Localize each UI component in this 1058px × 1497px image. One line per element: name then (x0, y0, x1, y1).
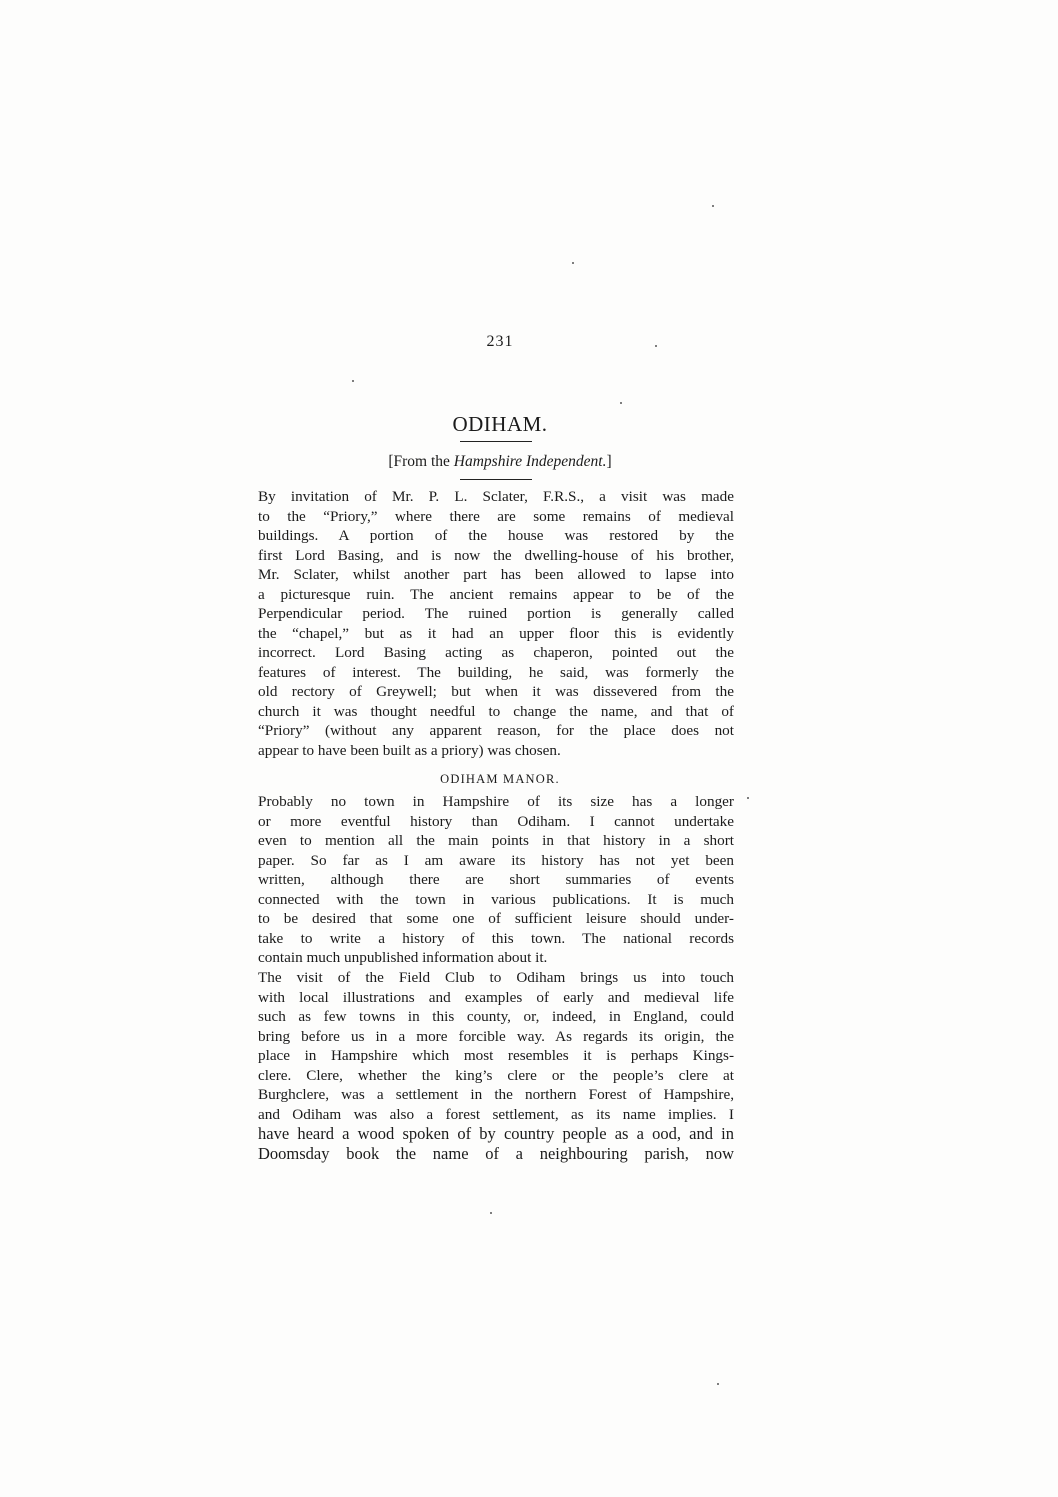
paragraph-history (258, 792, 734, 968)
title-rule-top (460, 441, 532, 442)
scan-speck (655, 345, 657, 347)
source-prefix: [From the (388, 453, 454, 470)
text-line: the “chapel,” but as it had an upper floor this is evidently (258, 624, 734, 642)
paragraph-field-club (258, 968, 734, 1163)
text-line: or more eventful history than Odiham. I cannot undertake (258, 812, 734, 830)
scan-speck (712, 205, 714, 207)
text-line: place in Hampshire which most resembles it is perhaps Kings- (258, 1047, 734, 1064)
paragraph-priory (258, 487, 734, 760)
page-number: 231 (486, 333, 514, 350)
source-publication: Hampshire Independent. (453, 453, 607, 470)
title-rule-bottom (460, 479, 532, 480)
scan-speck (572, 262, 574, 264)
text-line: By invitation of Mr. P. L. Sclater, F.R.S., a visit was made (258, 488, 734, 505)
text-line: paper. So far as I am aware its history has not yet been (258, 851, 734, 869)
text-line: features of interest. The building, he said, was formerly the (258, 663, 734, 681)
text-line: church it was thought needful to change the name, and that of (258, 702, 734, 720)
text-line: incorrect. Lord Basing acting as chaperon, pointed out the (258, 644, 734, 661)
text-line: contain much unpublished information about it. (258, 949, 548, 966)
text-line: Doomsday book the name of a neighbouring parish, now (258, 1143, 734, 1163)
text-line: connected with the town in various publications. It is much (258, 890, 734, 908)
source-attribution (260, 453, 740, 471)
text-line: take to write a history of this town. The national records (258, 929, 734, 947)
text-line: Burghclere, was a settlement in the northern Forest of Hampshire, (258, 1086, 734, 1103)
text-line: “Priory” (without any apparent reason, for the place does not (258, 722, 734, 739)
text-line: Probably no town in Hampshire of its size has a longer (258, 793, 734, 810)
text-line: old rectory of Greywell; but when it was dissevered from the (258, 683, 734, 700)
text-line: clere. Clere, whether the king’s clere or the people’s clere at (258, 1066, 734, 1084)
scan-speck (620, 402, 622, 404)
scan-speck (352, 380, 354, 382)
text-line: The visit of the Field Club to Odiham brings us into touch (258, 969, 734, 986)
text-line: buildings. A portion of the house was restored by the (258, 527, 734, 544)
scan-speck (490, 1212, 492, 1214)
text-line: Perpendicular period. The ruined portion is generally called (258, 605, 734, 622)
section-heading: ODIHAM MANOR. (440, 772, 560, 786)
text-line: bring before us in a more forcible way. As regards its origin, the (258, 1027, 734, 1045)
text-line: appear to have been built as a priory) was chosen. (258, 741, 561, 759)
text-line: and Odiham was also a forest settlement, as its name implies. I (258, 1105, 734, 1123)
text-line: have heard a wood spoken of by country people as a ood, and in (258, 1124, 734, 1143)
scan-speck (717, 1383, 719, 1385)
text-line: Mr. Sclater, whilst another part has been allowed to lapse into (258, 566, 734, 583)
text-line: to the “Priory,” where there are some remains of medieval (258, 507, 734, 525)
text-line: such as few towns in this county, or, indeed, in England, could (258, 1008, 734, 1025)
text-line: a picturesque ruin. The ancient remains appear to be of the (258, 585, 734, 603)
scan-speck (747, 797, 749, 799)
text-line: written, although there are short summaries of events (258, 871, 734, 888)
text-line: with local illustrations and examples of early and medieval life (258, 988, 734, 1006)
text-line: to be desired that some one of sufficient leisure should under- (258, 910, 734, 927)
article-title: ODIHAM. (452, 412, 548, 436)
text-line: even to mention all the main points in that history in a short (258, 832, 734, 849)
source-suffix: ] (606, 453, 612, 470)
text-line: first Lord Basing, and is now the dwelling-house of his brother, (258, 546, 734, 564)
